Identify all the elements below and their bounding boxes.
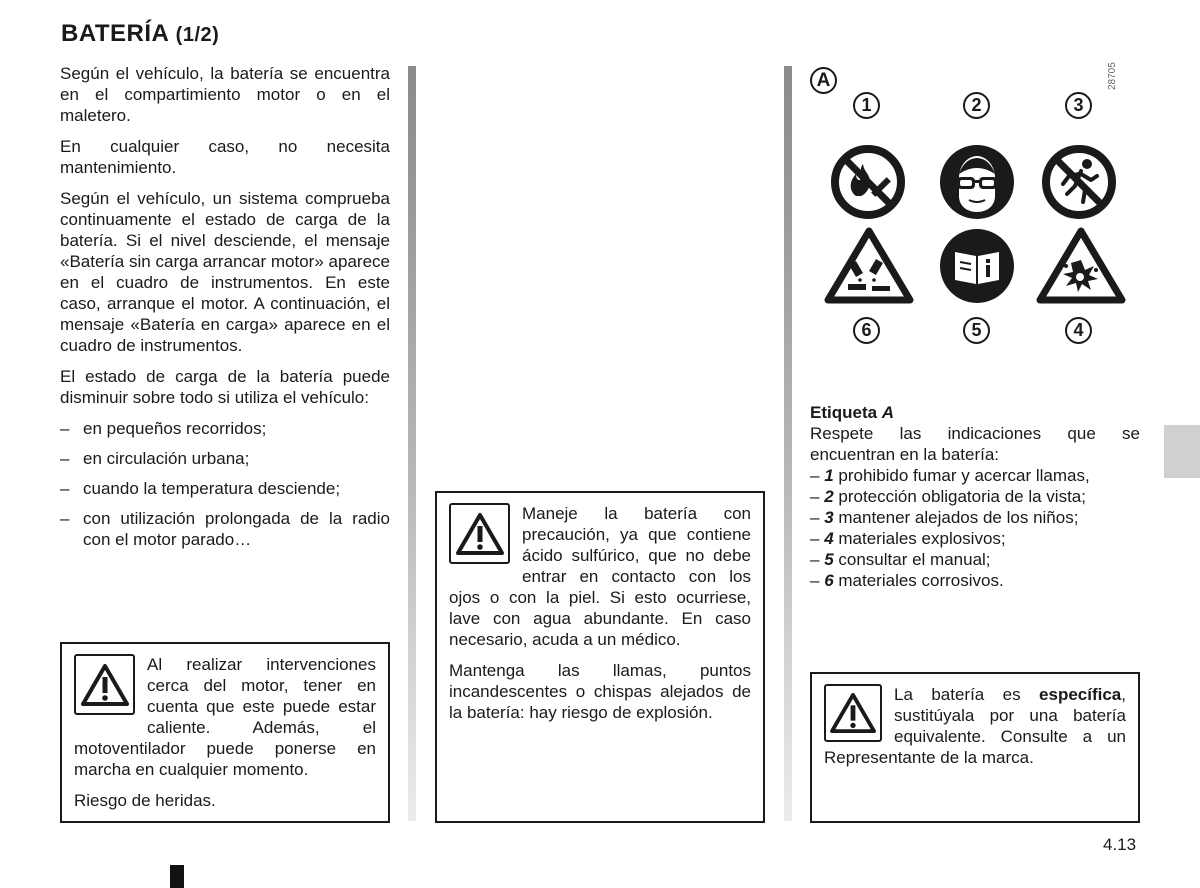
callout-number: 6 [853,317,880,344]
no-flames-icon [830,144,906,220]
usage-list [60,418,390,550]
label-item: – 5 consultar el manual; [810,550,991,569]
warning-text: Al realizar intervenciones cerca del motor, tener en cuenta que este puede estar caliente. Además, el motoventilador puede ponerse en marcha en cualquier momento. [74,655,376,779]
eye-protection-icon [939,144,1015,220]
battery-label-figure [808,64,1148,364]
page-title [61,20,219,48]
warning-triangle-icon [824,684,882,742]
title-part: (1/2) [175,24,220,46]
column-divider [784,66,792,821]
label-item: – 6 materiales corrosivos. [810,571,1004,590]
label-item: – 2 protección obligatoria de la vista; [810,487,1086,506]
warning-text: La batería es específica, sustitúyala por una batería equivalente. Consulte a un Representante de la marca. [824,685,1126,767]
label-intro: Respete las indicaciones que se encuentran en la batería: [810,424,1140,464]
intro-column [60,63,390,559]
crop-mark [170,865,184,888]
warning-triangle-icon [74,654,135,715]
heading-ref: A [881,403,895,422]
section-tab [1164,425,1200,478]
label-item: – 3 mantener alejados de los niños; [810,508,1079,527]
title-text: BATERÍA [61,20,169,47]
callout-number: 4 [1065,317,1092,344]
label-description [810,402,1140,591]
callout-number: 5 [963,317,990,344]
figure-code: 28705 [1107,62,1118,90]
warning-box-motor [60,642,390,823]
column-divider [408,66,416,821]
consult-manual-icon [939,228,1015,304]
page-number: 4.13 [1103,835,1137,854]
warning-box-specific [810,672,1140,823]
list-item: – en pequeños recorridos; [60,418,390,439]
paragraph: El estado de carga de la batería puede disminuir sobre todo si utiliza el vehículo: [60,367,390,407]
warning-text: Mantenga las llamas, puntos incandescentes o chispas alejados de la batería: hay riesgo de explosión. [449,661,751,722]
heading-text: Etiqueta [810,403,878,422]
label-item: – 4 materiales explosivos; [810,529,1006,548]
callout-number: 2 [963,92,990,119]
list-item: – en circulación urbana; [60,448,390,469]
paragraph: Según el vehículo, la batería se encuentra en el compartimiento motor o en el maletero. [60,64,390,125]
paragraph: Según el vehículo, un sistema comprueba continuamente el estado de carga de la batería. Si el nivel desciende, el mensaje «Batería sin carga arrancar motor» aparece en el cuadro de instrumentos. En este caso, arranque el motor. A continuación, el mensaje «Batería en carga» aparece en el cuadro de instrumentos. [60,189,390,355]
figure-label: A [810,67,837,94]
keep-children-away-icon [1041,144,1117,220]
warning-box-acid [435,491,765,823]
label-heading [810,402,1140,423]
warning-text: Maneje la batería con precaución, ya que contiene ácido sulfúrico, que no debe entrar en contacto con los ojos o con la piel. Si esto ocurriese, lave con agua abundante. En caso necesario, acuda a un médico. [449,504,751,649]
corrosive-icon [824,226,914,304]
list-item: – con utilización prolongada de la radio con el motor parado… [60,508,390,550]
list-item: – cuando la temperatura desciende; [60,478,390,499]
warning-risk: Riesgo de heridas. [74,791,216,810]
callout-number: 1 [853,92,880,119]
callout-number: 3 [1065,92,1092,119]
paragraph: En cualquier caso, no necesita mantenimiento. [60,137,390,177]
explosive-icon [1036,226,1126,304]
label-item: – 1 prohibido fumar y acercar llamas, [810,466,1090,485]
warning-triangle-icon [449,503,510,564]
